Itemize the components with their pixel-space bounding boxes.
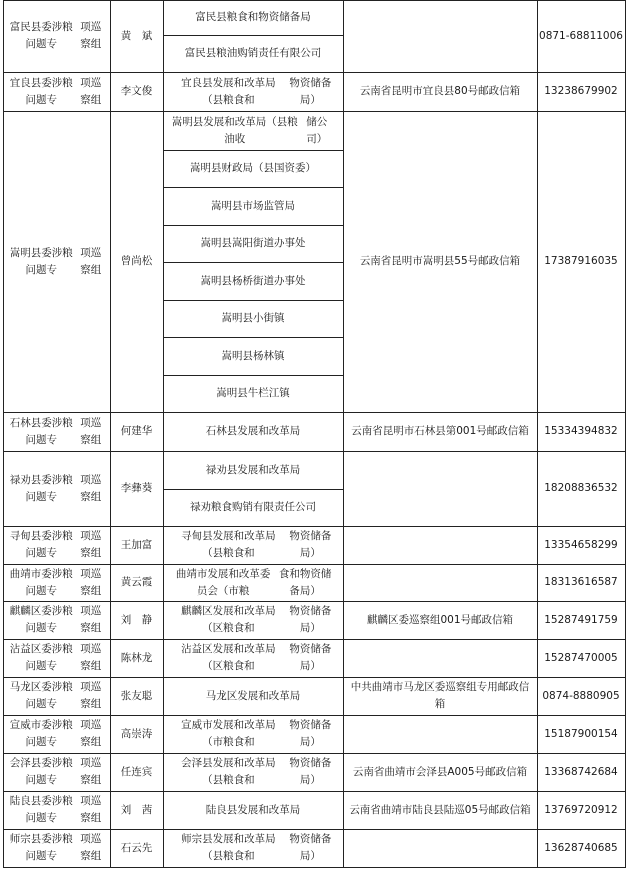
group-name: 陆良县委涉粮问题专 项巡察组 (9, 795, 102, 824)
phone: 13628740685 (544, 841, 618, 854)
mailbox: 麒麟区委巡察组001号邮政信箱 (366, 613, 514, 626)
unit-line (163, 375, 344, 376)
mailbox (343, 715, 537, 753)
phone: 13238679902 (544, 85, 618, 97)
phone: 15334394832 (544, 425, 618, 437)
group-name: 麒麟区委涉粮问题专 项巡察组 (9, 605, 102, 634)
mailbox: 云南省昆明市石林县第001号邮政信箱 (351, 425, 529, 437)
group-leader: 何建华 (120, 425, 153, 437)
mailbox (343, 0, 537, 72)
inspected-unit: 富民县粮油购销责任有限公司 (184, 47, 322, 59)
group-leader: 李彝葵 (120, 482, 153, 494)
group-leader: 黄云霞 (120, 576, 153, 588)
inspected-unit: 嵩明县发展和改革局（县粮油收 储公司） (171, 115, 328, 145)
group-leader: 张友聪 (120, 689, 153, 702)
group-leader: 任连宾 (120, 765, 153, 778)
phone: 0874- 8880905 (542, 689, 620, 702)
group-name: 寻甸县委涉粮问题专 项巡察组 (9, 530, 102, 559)
mailbox (343, 829, 537, 867)
group-name: 沾益区委涉粮问题专 项巡察组 (9, 643, 102, 672)
group-name: 石林县委涉粮问题专 项巡察组 (9, 416, 102, 446)
phone: 18313616587 (544, 576, 618, 588)
inspected-unit: 富民县粮食和物资储备局 (195, 11, 311, 23)
group-name: 马龙区委涉粮问题专 项巡察组 (9, 681, 102, 710)
group-leader: 刘 茜 (120, 803, 153, 816)
mailbox: 云南省曲靖市陆良县陆巡05号邮政信箱 (349, 803, 531, 816)
phone: 13769720912 (544, 803, 618, 816)
phone: 18208836532 (544, 482, 618, 494)
inspected-unit: 嵩明县小街镇 (221, 312, 285, 324)
phone: 15287491759 (544, 613, 618, 626)
inspected-unit: 寻甸县发展和改革局（县粮食和 物资储备局） (181, 530, 332, 559)
group-name: 曲靖市委涉粮问题专 项巡察组 (9, 567, 102, 597)
inspected-unit: 石林县发展和改革局 (205, 425, 301, 437)
inspected-unit: 嵩明县财政局（县国资委） (190, 162, 316, 174)
phone: 15287470005 (544, 651, 618, 664)
group-leader: 王加富 (120, 538, 153, 551)
inspected-unit: 嵩明县市场监管局 (211, 199, 295, 212)
mailbox: 云南省昆明市宜良县80号邮政信箱 (359, 85, 521, 97)
phone: 17387916035 (544, 255, 618, 267)
unit-line (163, 262, 344, 263)
inspected-unit: 宣威市发展和改革局（市粮食和 物资储备局） (181, 719, 332, 748)
unit-line (163, 489, 344, 490)
group-leader: 黄 斌 (120, 29, 153, 42)
group-name: 宣威市委涉粮问题专 项巡察组 (9, 719, 102, 748)
inspected-unit: 禄劝县发展和改革局 (205, 463, 301, 476)
mailbox (343, 639, 537, 677)
mailbox: 云南省曲靖市会泽县A005号邮政信箱 (352, 765, 528, 778)
phone: 0871- 68811006 (539, 29, 623, 42)
group-name: 富民县委涉粮问题专 项巡察组 (9, 21, 102, 50)
group-leader: 陈林龙 (120, 651, 153, 664)
inspected-unit: 麒麟区发展和改革局（区粮食和 物资储备局） (181, 605, 332, 634)
phone: 15187900154 (544, 727, 618, 740)
mailbox: 云南省昆明市嵩明县55号邮政信箱 (359, 255, 521, 267)
unit-line (163, 300, 344, 301)
group-name: 会泽县委涉粮问题专 项巡察组 (9, 757, 102, 786)
inspected-unit: 嵩明县牛栏江镇 (216, 387, 290, 399)
inspected-unit: 陆良县发展和改革局 (205, 803, 301, 816)
unit-line (163, 150, 344, 151)
inspected-unit: 宜良县发展和改革局（县粮食和 物资储备局） (181, 76, 332, 106)
inspected-unit: 禄劝粮食购销有限责任公司 (190, 501, 316, 513)
inspected-unit: 马龙区发展和改革局 (205, 689, 301, 702)
group-leader: 曾尚松 (120, 255, 153, 267)
mailbox (343, 451, 537, 526)
inspected-unit: 嵩明县嵩阳街道办事处 (200, 237, 306, 249)
group-name: 宜良县委涉粮问题专 项巡察组 (9, 76, 102, 106)
phone: 13354658299 (544, 538, 618, 551)
inspected-unit: 会泽县发展和改革局（县粮食和 物资储备局） (181, 757, 332, 786)
unit-line (163, 337, 344, 338)
group-name: 嵩明县委涉粮问题专 项巡察组 (9, 246, 102, 276)
unit-line (163, 187, 344, 188)
col-line (625, 0, 626, 868)
group-leader: 刘 静 (120, 613, 153, 626)
inspected-unit: 曲靖市发展和改革委员会（市粮 食和物资储备局） (175, 567, 332, 597)
group-name: 师宗县委涉粮问题专 项巡察组 (9, 833, 102, 862)
group-name: 禄劝县委涉粮问题专 项巡察组 (9, 473, 102, 503)
mailbox (343, 526, 537, 564)
inspected-unit: 嵩明县杨桥街道办事处 (200, 274, 306, 287)
mailbox (343, 564, 537, 601)
group-leader: 高崇涛 (120, 727, 153, 740)
phone: 13368742684 (544, 765, 618, 778)
inspected-unit: 沾益区发展和改革局（区粮食和 物资储备局） (181, 643, 332, 672)
inspected-unit: 师宗县发展和改革局（县粮食和 物资储备局） (181, 833, 332, 862)
group-leader: 石云先 (120, 841, 153, 854)
unit-line (163, 225, 344, 226)
row-line (3, 867, 626, 868)
mailbox: 中共曲靖市马龙区委巡察组专用邮政信箱 (350, 681, 530, 710)
unit-line (163, 35, 344, 36)
group-leader: 李文俊 (120, 85, 153, 97)
inspected-unit: 嵩明县杨林镇 (221, 349, 285, 362)
